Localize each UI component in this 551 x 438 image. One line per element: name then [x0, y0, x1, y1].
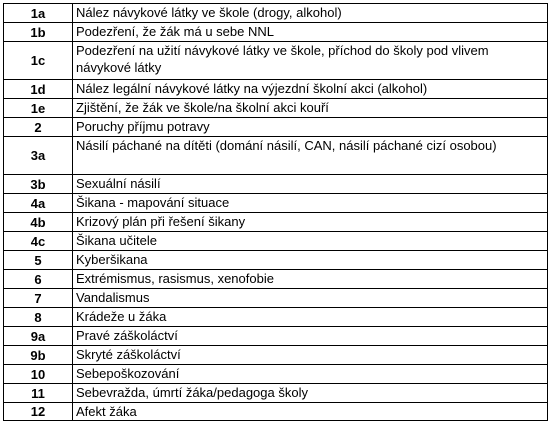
table-row: [4, 118, 548, 137]
row-description: Šikana učitele: [73, 232, 548, 251]
table-row: [4, 99, 548, 118]
row-description: Podezření na užití návykové látky ve škole, příchod do školy pod vlivem návykové látky: [73, 42, 548, 80]
row-code: 4a: [4, 194, 73, 213]
row-description: Podezření, že žák má u sebe NNL: [73, 23, 548, 42]
row-description: Násilí páchané na dítěti (domání násilí, CAN, násilí páchané cizí osobou): [73, 137, 548, 175]
row-code: 5: [4, 251, 73, 270]
table-row: [4, 232, 548, 251]
row-code: 6: [4, 270, 73, 289]
situations-table: [3, 3, 548, 421]
table-row: [4, 346, 548, 365]
row-description: Zjištění, že žák ve škole/na školní akci kouří: [73, 99, 548, 118]
row-code: 2: [4, 118, 73, 137]
row-description: Nález legální návykové látky na výjezdní školní akci (alkohol): [73, 80, 548, 99]
table-row: [4, 308, 548, 327]
table-row: [4, 270, 548, 289]
row-description: Vandalismus: [73, 289, 548, 308]
row-code: 4b: [4, 213, 73, 232]
row-code: 7: [4, 289, 73, 308]
row-code: 4c: [4, 232, 73, 251]
row-code: 1b: [4, 23, 73, 42]
row-code: 1c: [4, 42, 73, 80]
table-row: [4, 194, 548, 213]
row-description: Krizový plán při řešení šikany: [73, 213, 548, 232]
table-row: [4, 4, 548, 23]
row-description: Poruchy příjmu potravy: [73, 118, 548, 137]
table-container: [3, 3, 548, 421]
table-row: [4, 137, 548, 175]
row-description: Sexuální násilí: [73, 175, 548, 194]
table-row: [4, 251, 548, 270]
row-code: 9a: [4, 327, 73, 346]
table-row: [4, 175, 548, 194]
row-code: 1a: [4, 4, 73, 23]
row-description: Kyberšikana: [73, 251, 548, 270]
table-row: [4, 80, 548, 99]
row-description: Nález návykové látky ve škole (drogy, alkohol): [73, 4, 548, 23]
row-description: Sebepoškozování: [73, 365, 548, 384]
row-code: 10: [4, 365, 73, 384]
row-code: 1e: [4, 99, 73, 118]
table-row: [4, 42, 548, 80]
row-description: Extrémismus, rasismus, xenofobie: [73, 270, 548, 289]
table-row: [4, 213, 548, 232]
row-code: 3b: [4, 175, 73, 194]
row-code: 1d: [4, 80, 73, 99]
row-description: Sebevražda, úmrtí žáka/pedagoga školy: [73, 384, 548, 403]
row-code: 12: [4, 403, 73, 421]
table-row: [4, 289, 548, 308]
table-row: [4, 327, 548, 346]
table-row: [4, 403, 548, 421]
table-row: [4, 384, 548, 403]
row-description: Skryté záškoláctví: [73, 346, 548, 365]
table-row: [4, 23, 548, 42]
row-description: Afekt žáka: [73, 403, 548, 421]
row-code: 8: [4, 308, 73, 327]
row-description: Pravé záškoláctví: [73, 327, 548, 346]
row-code: 9b: [4, 346, 73, 365]
row-description: Krádeže u žáka: [73, 308, 548, 327]
row-description: Šikana - mapování situace: [73, 194, 548, 213]
table-row: [4, 365, 548, 384]
row-code: 11: [4, 384, 73, 403]
row-code: 3a: [4, 137, 73, 175]
